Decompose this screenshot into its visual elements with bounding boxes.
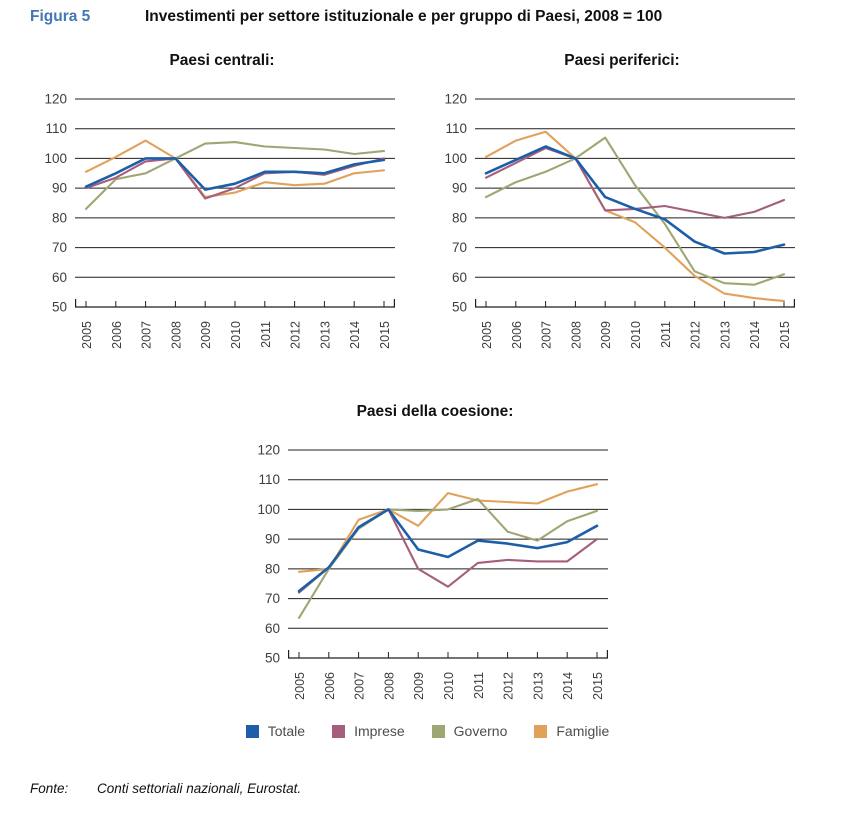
svg-text:60: 60 xyxy=(264,620,280,636)
source-label: Fonte: xyxy=(30,781,69,796)
legend-swatch-governo xyxy=(432,725,445,738)
svg-text:2015: 2015 xyxy=(778,321,792,349)
line-chart-paesi-centrali xyxy=(27,84,417,356)
legend-label: Famiglie xyxy=(556,723,610,739)
legend-item-totale xyxy=(246,723,305,739)
source-text: Conti settoriali nazionali, Eurostat. xyxy=(97,781,302,796)
svg-text:2011: 2011 xyxy=(258,321,273,348)
svg-text:2013: 2013 xyxy=(718,321,733,349)
figure-number: Figura 5 xyxy=(30,8,91,25)
svg-text:2012: 2012 xyxy=(688,321,703,349)
svg-text:2005: 2005 xyxy=(480,321,494,349)
figure-header xyxy=(30,8,662,26)
svg-text:2005: 2005 xyxy=(80,321,94,349)
svg-text:2013: 2013 xyxy=(531,672,546,700)
legend-label: Governo xyxy=(453,723,508,739)
svg-text:2008: 2008 xyxy=(382,672,397,700)
chart-title-paesi-centrali: Paesi centrali: xyxy=(169,52,275,69)
svg-text:2009: 2009 xyxy=(599,321,614,349)
svg-text:50: 50 xyxy=(51,299,67,315)
chart-legend xyxy=(0,723,855,739)
chart-paesi-della-coesione xyxy=(240,395,630,707)
svg-text:90: 90 xyxy=(51,180,67,196)
legend-item-famiglie xyxy=(534,723,609,739)
chart-paesi-centrali xyxy=(27,44,417,356)
source-note xyxy=(30,781,301,796)
legend-item-imprese xyxy=(332,723,405,739)
chart-title-paesi-della-coesione: Paesi della coesione: xyxy=(356,403,514,420)
svg-text:80: 80 xyxy=(264,561,280,577)
svg-text:80: 80 xyxy=(51,210,67,226)
svg-text:100: 100 xyxy=(257,501,280,517)
svg-text:2006: 2006 xyxy=(509,321,524,349)
svg-text:2005: 2005 xyxy=(293,672,307,700)
svg-text:60: 60 xyxy=(51,269,67,285)
svg-text:70: 70 xyxy=(51,240,67,256)
svg-text:110: 110 xyxy=(45,121,67,137)
svg-text:2007: 2007 xyxy=(352,672,367,700)
chart-title-paesi-periferici: Paesi periferici: xyxy=(564,52,680,69)
svg-text:2010: 2010 xyxy=(629,321,643,349)
svg-text:120: 120 xyxy=(44,91,67,107)
svg-text:2010: 2010 xyxy=(442,672,456,700)
svg-text:2015: 2015 xyxy=(378,321,392,349)
legend-label: Totale xyxy=(267,723,306,739)
line-chart-paesi-periferici xyxy=(427,84,817,356)
svg-text:2008: 2008 xyxy=(169,321,184,349)
svg-text:2011: 2011 xyxy=(471,672,486,699)
svg-text:120: 120 xyxy=(257,442,280,458)
svg-text:2014: 2014 xyxy=(348,321,363,349)
svg-text:100: 100 xyxy=(444,150,467,166)
svg-text:90: 90 xyxy=(264,531,280,547)
legend-swatch-famiglie xyxy=(534,725,547,738)
svg-text:50: 50 xyxy=(451,299,467,315)
svg-text:2013: 2013 xyxy=(318,321,333,349)
svg-text:90: 90 xyxy=(451,180,467,196)
svg-text:2014: 2014 xyxy=(748,321,763,349)
svg-text:2006: 2006 xyxy=(109,321,124,349)
svg-text:2008: 2008 xyxy=(569,321,584,349)
svg-text:2010: 2010 xyxy=(229,321,243,349)
svg-text:2012: 2012 xyxy=(288,321,303,349)
svg-text:2006: 2006 xyxy=(322,672,337,700)
svg-text:2009: 2009 xyxy=(199,321,214,349)
svg-text:110: 110 xyxy=(258,472,280,488)
svg-text:60: 60 xyxy=(451,269,467,285)
figure-title: Investimenti per settore istituzionale e per gruppo di Paesi, 2008 = 100 xyxy=(145,8,663,25)
svg-text:2015: 2015 xyxy=(591,672,605,700)
svg-text:2007: 2007 xyxy=(539,321,554,349)
svg-text:70: 70 xyxy=(451,240,467,256)
svg-text:2012: 2012 xyxy=(501,672,516,700)
svg-text:100: 100 xyxy=(44,150,67,166)
svg-text:2007: 2007 xyxy=(139,321,154,349)
svg-text:2011: 2011 xyxy=(658,321,673,348)
svg-text:70: 70 xyxy=(264,591,280,607)
svg-text:2009: 2009 xyxy=(412,672,427,700)
svg-text:80: 80 xyxy=(451,210,467,226)
line-chart-paesi-della-coesione xyxy=(240,435,630,707)
svg-text:120: 120 xyxy=(444,91,467,107)
svg-text:2014: 2014 xyxy=(561,672,576,700)
svg-text:50: 50 xyxy=(264,650,280,666)
legend-item-governo xyxy=(432,723,508,739)
chart-paesi-periferici xyxy=(427,44,817,356)
legend-swatch-imprese xyxy=(332,725,345,738)
legend-label: Imprese xyxy=(354,723,405,739)
svg-text:110: 110 xyxy=(445,121,467,137)
legend-swatch-totale xyxy=(246,725,259,738)
